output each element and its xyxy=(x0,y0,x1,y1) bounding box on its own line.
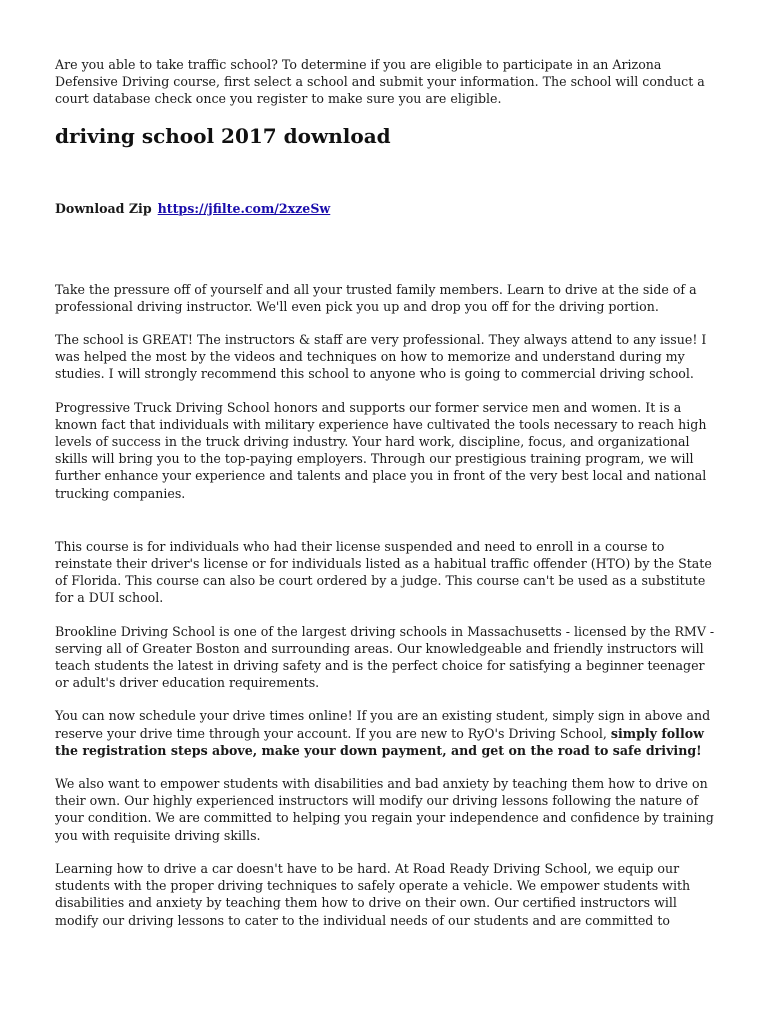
document-page xyxy=(55,56,715,929)
schedule-bold-text: simply follow the registration steps above, make your down payment, and get on the road to safe driving! xyxy=(55,725,704,758)
paragraph-pressure: Take the pressure off of yourself and all your trusted family members. Learn to drive at the side of a professional driving instructor. We'll even pick you up and drop you off for the driving portion. xyxy=(55,281,697,314)
schedule-text: You can now schedule your drive times online! If you are an existing student, simply sign in above and reserve your drive time through your account. If you are new to RyO's Driving School, xyxy=(55,708,711,741)
download-label: Download Zip xyxy=(55,200,152,216)
paragraph-schedule xyxy=(55,707,715,759)
page-title: driving school 2017 download xyxy=(55,123,391,148)
paragraph-progressive: Progressive Truck Driving School honors and supports our former service men and women. It is a known fact that individuals with military experience have cultivated the tools necessary to reach high levels of success in the truck driving industry. Your hard work, discipline, focus, and organizational skills will bring you to the top-paying employers. Through our prestigious training program, we will further enhance your experience and talents and place you in front of the very best local and national trucking companies. xyxy=(55,399,707,501)
paragraph-brookline: Brookline Driving School is one of the largest driving schools in Massachusetts - licensed by the RMV - serving all of Greater Boston and surrounding areas. Our knowledgeable and friendly instructors will teach students the latest in driving safety and is the perfect choice for satisfying a beginner teenager or adult's driver education requirements. xyxy=(55,623,715,691)
paragraph-testimonial: The school is GREAT! The instructors & staff are very professional. They always attend to any issue! I was helped the most by the videos and techniques on how to memorize and understand during my studies. I will strongly recommend this school to anyone who is going to commercial driving school. xyxy=(55,332,707,382)
download-line xyxy=(55,200,715,217)
intro-paragraph: Are you able to take traffic school? To determine if you are eligible to participate in an Arizona Defensive Driving course, first select a school and submit your information. The school will conduct a court database check once you register to make sure you are eligible. xyxy=(55,57,705,107)
download-link[interactable]: https://jfilte.com/2xzeSw xyxy=(157,200,331,216)
paragraph-road-ready: Learning how to drive a car doesn't have to be hard. At Road Ready Driving School, we equip our students with the proper driving techniques to safely operate a vehicle. We empower students with disabilities and anxiety by teaching them how to drive on their own. Our certified instructors will modify our driving lessons to cater to the individual needs of our students and are committed to xyxy=(55,860,691,928)
paragraph-empower: We also want to empower students with disabilities and bad anxiety by teaching them how to drive on their own. Our highly experienced instructors will modify our driving lessons following the nature of your condition. We are committed to helping you regain your independence and confidence by training you with requisite driving skills. xyxy=(55,776,714,843)
paragraph-course: This course is for individuals who had their license suspended and need to enroll in a course to reinstate their driver's license or for individuals listed as a habitual traffic offender (HTO) by the State of Florida. This course can also be court ordered by a judge. This course can't be used as a substitute for a DUI school. xyxy=(55,538,712,606)
